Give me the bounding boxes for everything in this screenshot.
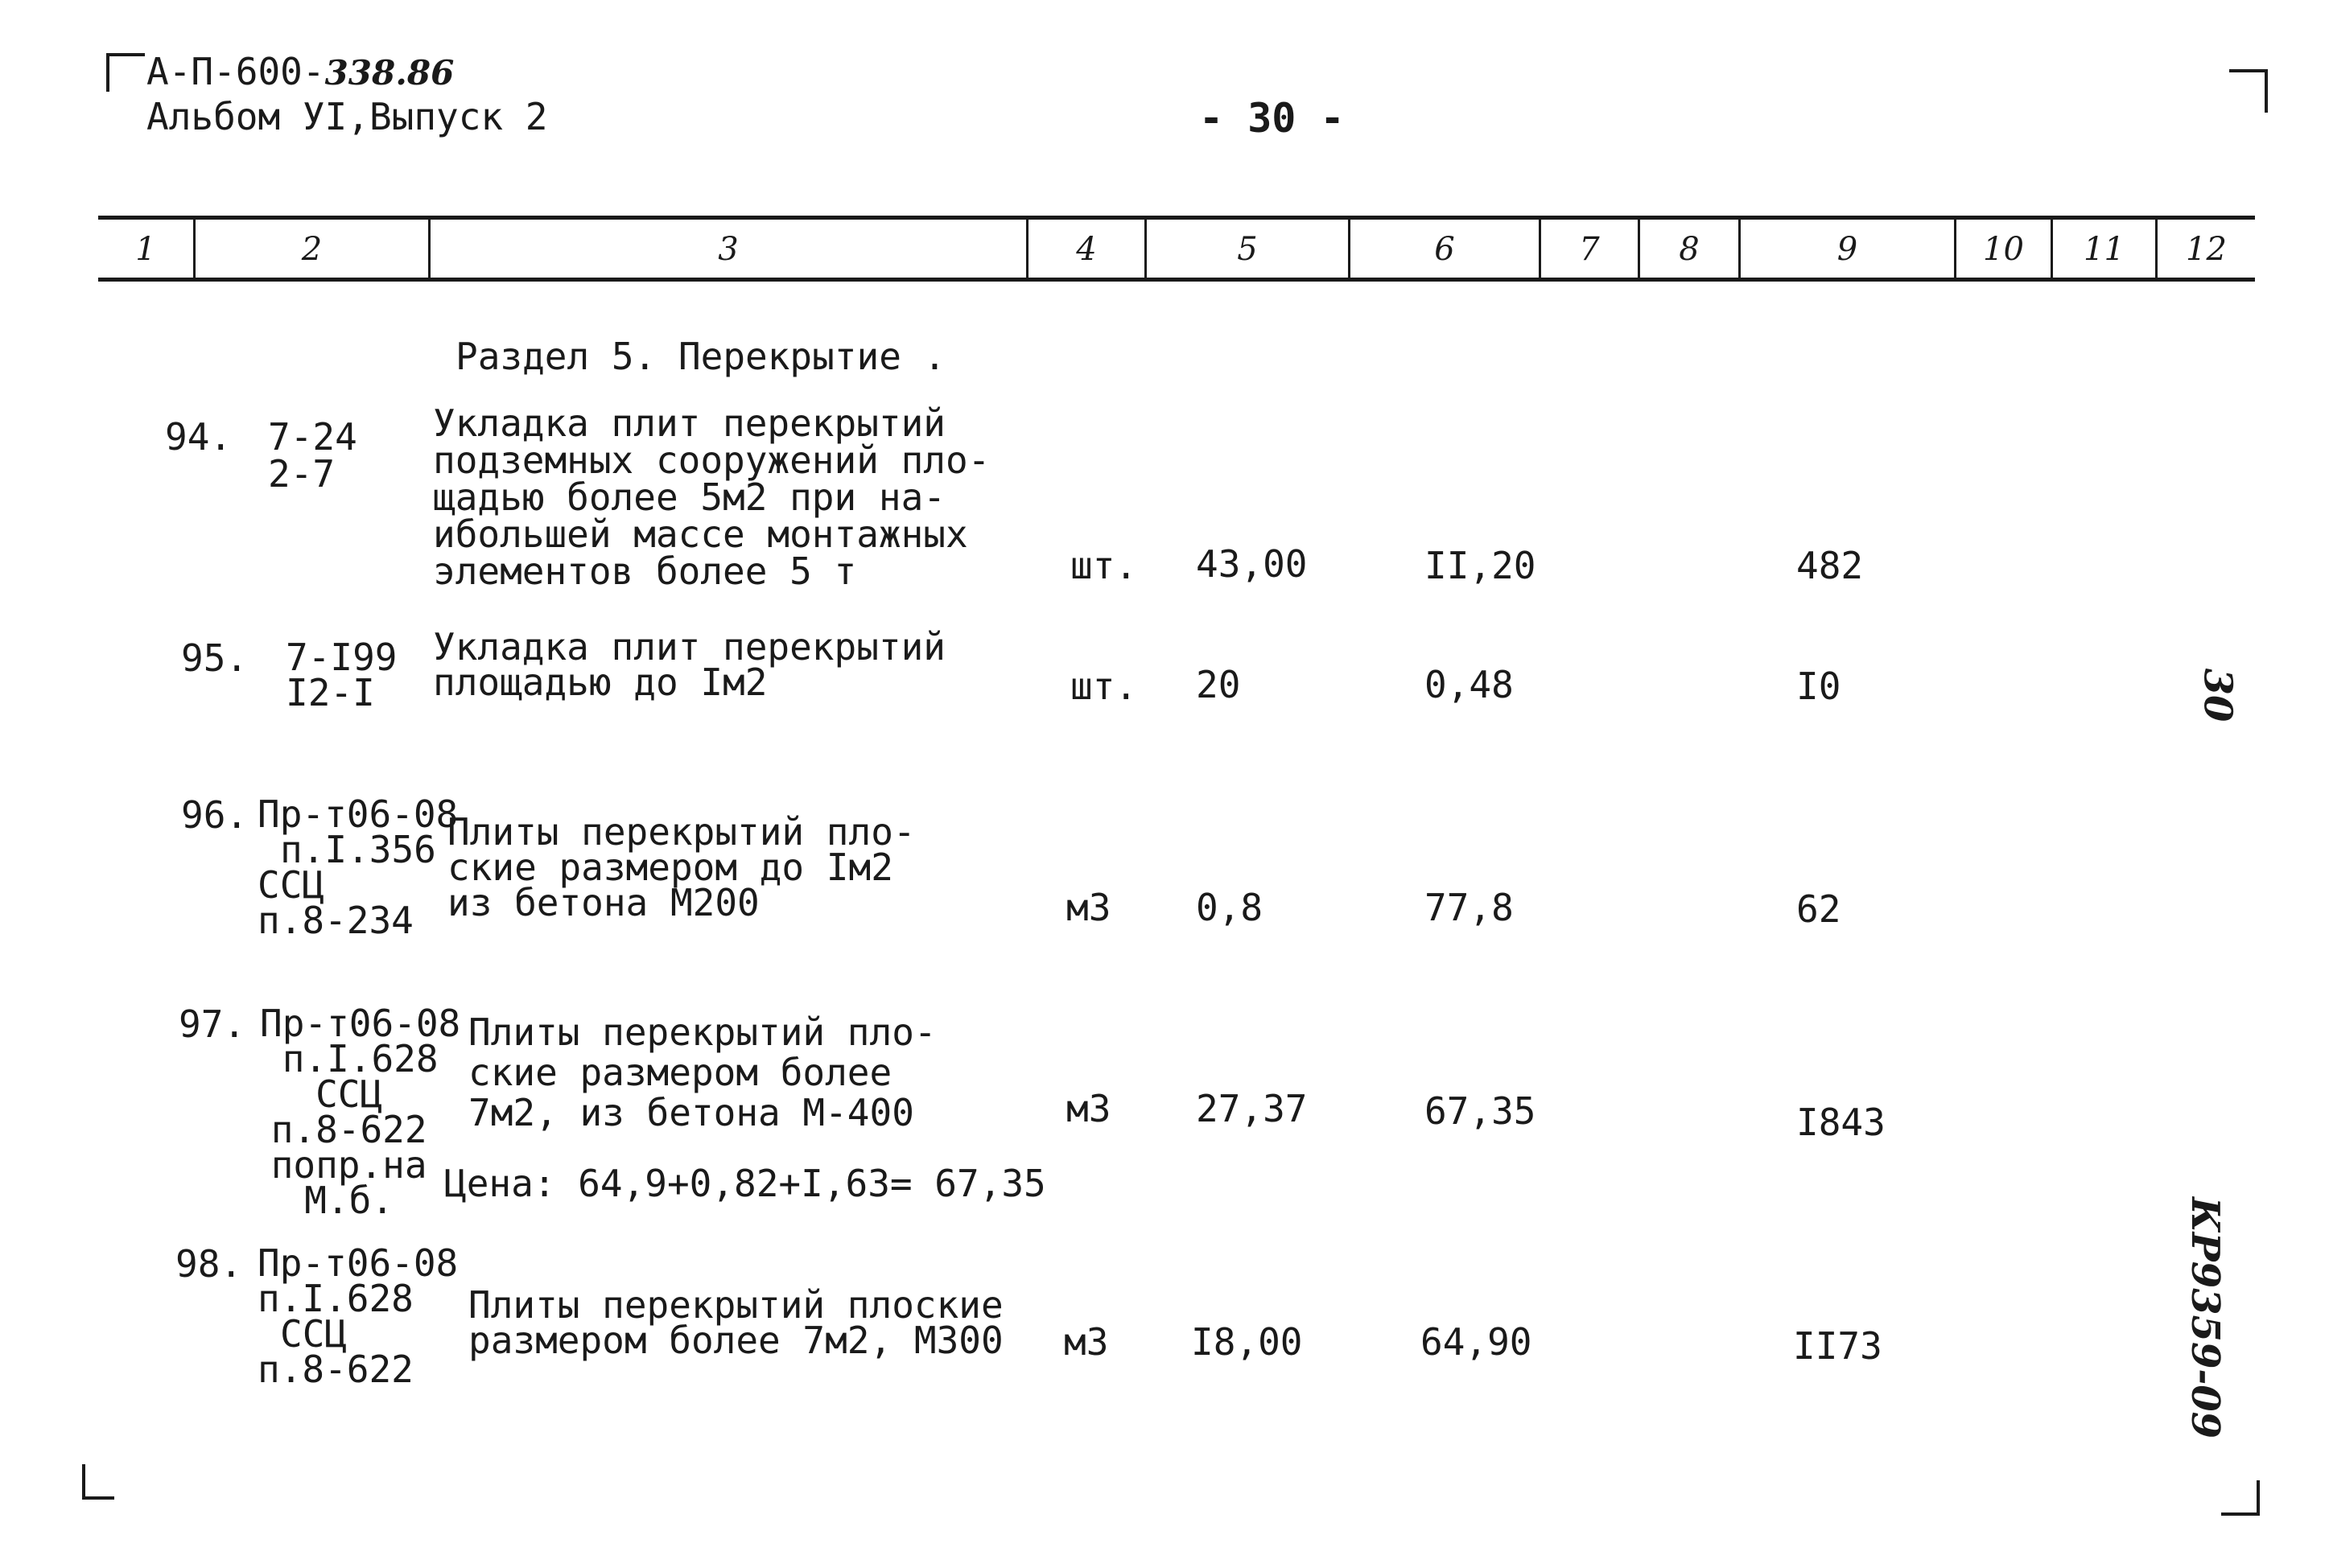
row-96-code: Пр-т06-08 п.I.356 ССЦ п.8-234 (258, 792, 459, 942)
document-code-printed: А-П-600- (146, 50, 325, 93)
column-number-4: 4 (1076, 231, 1097, 268)
row-95-quantity: 20 (1196, 663, 1241, 706)
row-94-description: Укладка плит перекрытий подземных сооружений пло- щадью более 5м2 при на- ибольшей массе монтажных элементов более 5 т (433, 401, 991, 593)
corner-mark-top-right (2229, 69, 2268, 113)
row-94-code: 7-24 2-7 (268, 415, 357, 496)
row-95-code: 7-I99 I2-I (286, 636, 398, 714)
row-94-number: 94. (165, 415, 233, 459)
row-98-quantity: I8,00 (1191, 1320, 1303, 1364)
row-97-unit: м3 (1066, 1087, 1111, 1130)
corner-mark-bottom-right (2221, 1480, 2260, 1516)
row-94-quantity: 43,00 (1196, 542, 1308, 586)
row-95-number: 95. (181, 636, 249, 680)
row-95-total: I0 (1796, 665, 1841, 708)
row-97-description: Плиты перекрытий пло- ские размером более 7м2, из бетона М-400 (468, 1010, 937, 1134)
column-number-5: 5 (1237, 231, 1258, 268)
column-number-3: 3 (718, 231, 739, 268)
column-number-12: 12 (2186, 231, 2227, 268)
table-header-bottom-rule (98, 278, 2255, 282)
row-96-price: 77,8 (1424, 886, 1514, 929)
row-98-number: 98. (175, 1242, 243, 1286)
row-96-description: Плиты перекрытий пло- ские размером до Iм2 из бетона М200 (447, 810, 916, 924)
column-number-10: 10 (1983, 231, 2024, 268)
column-number-2: 2 (301, 231, 323, 268)
table-header-top-rule (98, 216, 2255, 220)
row-97-total: I843 (1796, 1101, 1886, 1144)
row-98-total: II73 (1793, 1324, 1882, 1368)
row-97-code: Пр-т06-08 п.I.628 ССЦ п.8-622 попр.на М.б. (260, 1002, 461, 1222)
column-number-6: 6 (1434, 231, 1455, 268)
row-98-price: 64,90 (1420, 1320, 1532, 1364)
row-94-price: II,20 (1424, 544, 1536, 587)
column-number-11: 11 (2084, 231, 2125, 268)
page-number: - 30 - (1199, 95, 1345, 142)
document-code (146, 50, 454, 93)
row-95-price: 0,48 (1424, 663, 1514, 706)
row-95-unit: шт. (1070, 665, 1138, 708)
column-number-1: 1 (135, 231, 156, 268)
corner-mark-bottom-left (82, 1464, 114, 1500)
row-98-description: Плиты перекрытий плоские размером более 7м2, М300 (468, 1283, 1004, 1362)
corner-mark-top-left (106, 53, 145, 92)
row-95-description: Укладка плит перекрытий площадью до Iм2 (433, 625, 946, 704)
row-96-quantity: 0,8 (1196, 886, 1263, 929)
album-title: Альбом УI,Выпуск 2 (146, 95, 548, 138)
section-title: Раздел 5. Перекрытие . (455, 335, 946, 378)
column-number-7: 7 (1579, 231, 1600, 268)
row-97-price-note: Цена: 64,9+0,82+I,63= 67,35 (444, 1162, 1046, 1205)
row-98-unit: м3 (1064, 1320, 1109, 1364)
archive-stamp-number: КР9359-09 (2183, 1197, 2228, 1439)
row-96-total: 62 (1796, 887, 1841, 931)
row-94-total: 482 (1796, 544, 1864, 587)
margin-page-number: 30 (2195, 668, 2240, 722)
row-98-code: Пр-т06-08 п.I.628 ССЦ п.8-622 (258, 1241, 459, 1391)
row-96-unit: м3 (1066, 886, 1111, 929)
row-97-price: 67,35 (1424, 1089, 1536, 1133)
row-96-number: 96. (181, 793, 249, 837)
row-94-unit: шт. (1070, 544, 1138, 587)
row-97-quantity: 27,37 (1196, 1087, 1308, 1130)
document-code-handwritten: 338.86 (324, 53, 455, 93)
row-97-number: 97. (179, 1002, 246, 1046)
column-number-9: 9 (1836, 231, 1858, 268)
column-number-8: 8 (1679, 231, 1700, 268)
